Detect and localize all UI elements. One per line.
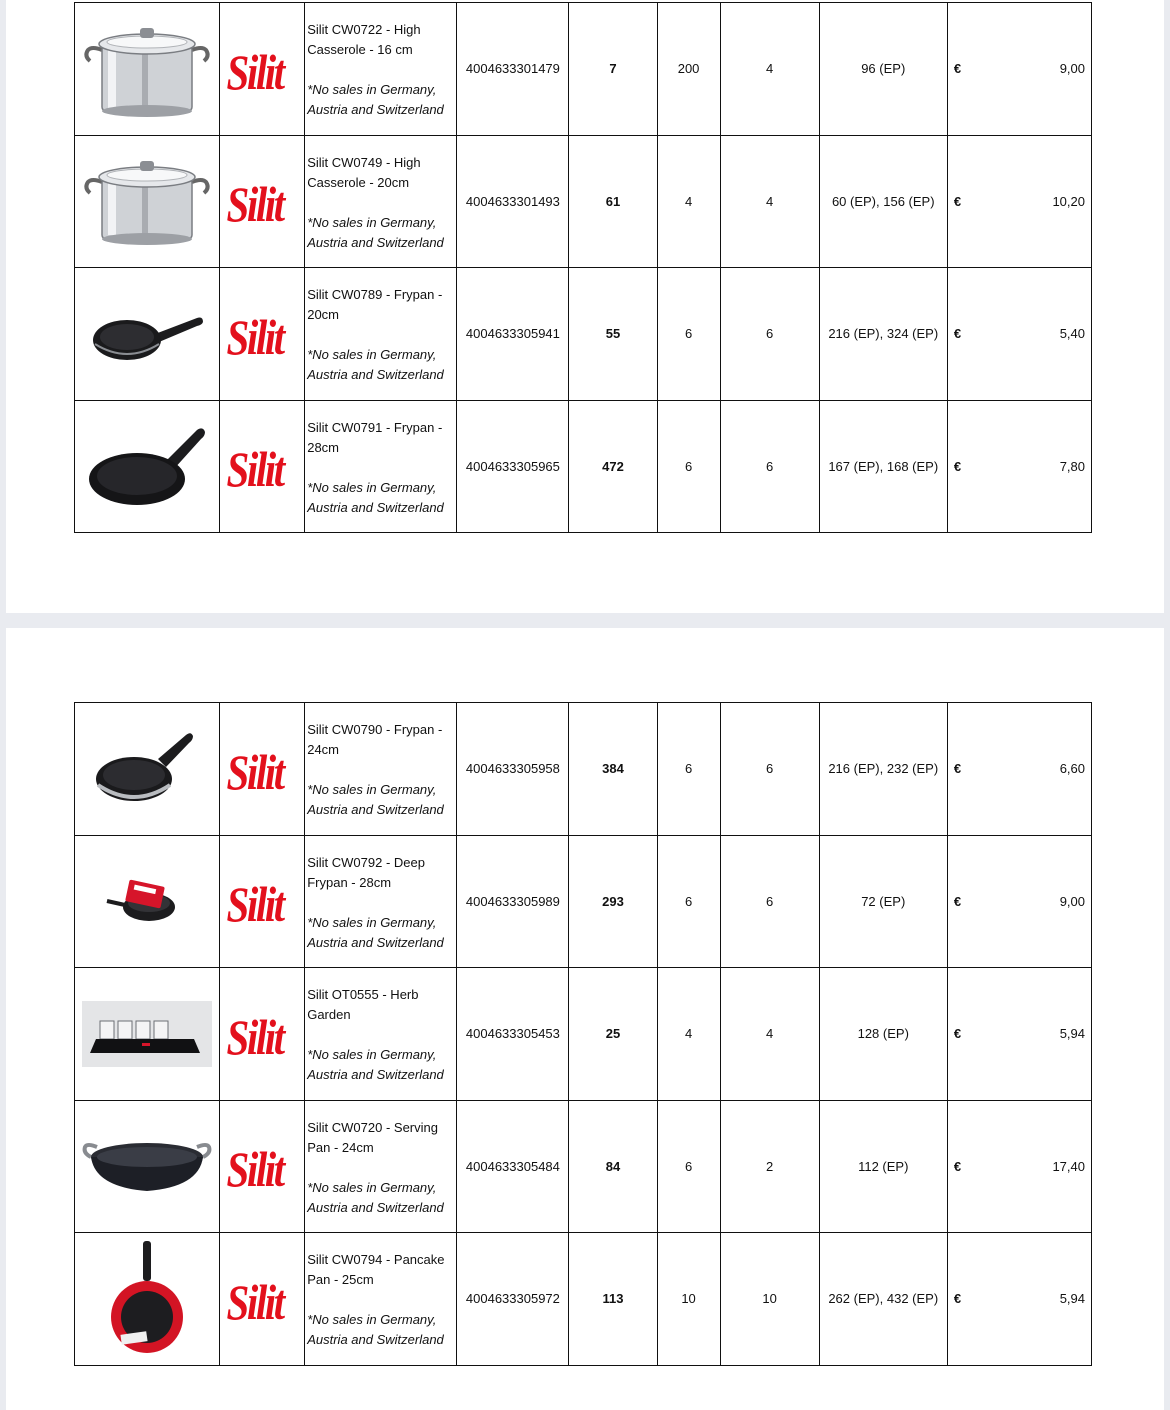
sales-restriction-note: *No sales in Germany, Austria and Switzerland (307, 1312, 444, 1348)
currency-symbol: € (947, 703, 971, 836)
brand-logo-cell (220, 835, 305, 968)
silit-logo: Silit (226, 876, 283, 933)
brand-logo-cell (220, 268, 305, 401)
product-image-cell (75, 1100, 220, 1233)
silit-logo: Silit (226, 176, 283, 233)
currency-symbol: € (947, 835, 971, 968)
pack-value-b: 6 (720, 835, 819, 968)
unit-price: 9,00 (971, 835, 1091, 968)
product-image-cell (75, 135, 220, 268)
pack-value-a: 6 (657, 1100, 720, 1233)
product-description (305, 1100, 457, 1233)
product-image-cell (75, 968, 220, 1101)
product-description (305, 1233, 457, 1366)
product-table (74, 2, 1092, 533)
product-description (305, 968, 457, 1101)
pack-value-b: 10 (720, 1233, 819, 1366)
pack-value-a: 6 (657, 703, 720, 836)
pack-value-b: 4 (720, 135, 819, 268)
quantity: 384 (569, 703, 657, 836)
ean-code: 4004633305989 (457, 835, 569, 968)
table-row (75, 703, 1092, 836)
table-row (75, 400, 1092, 533)
pack-value-a: 4 (657, 135, 720, 268)
currency-symbol: € (947, 268, 971, 401)
pack-value-b: 2 (720, 1100, 819, 1233)
pack-value-a: 10 (657, 1233, 720, 1366)
pallet-info: 216 (EP), 232 (EP) (819, 703, 947, 836)
table-row (75, 835, 1092, 968)
product-name: Silit CW0722 - High Casserole - 16 cm (307, 22, 421, 58)
pallet-info: 96 (EP) (819, 3, 947, 136)
pack-value-b: 4 (720, 3, 819, 136)
product-description (305, 268, 457, 401)
casserole-pot-icon (82, 151, 212, 251)
sales-restriction-note: *No sales in Germany, Austria and Switzerland (307, 1047, 444, 1083)
document-page-2 (6, 628, 1164, 1410)
brand-logo-cell (220, 1233, 305, 1366)
unit-price: 5,40 (971, 268, 1091, 401)
pancake-pan-icon (107, 1241, 187, 1356)
product-name: Silit CW0749 - High Casserole - 20cm (307, 154, 421, 190)
document-page-1 (6, 0, 1164, 613)
brand-logo-cell (220, 703, 305, 836)
pack-value-b: 6 (720, 268, 819, 401)
product-name: Silit CW0789 - Frypan - 20cm (307, 287, 443, 323)
casserole-pot-icon (82, 16, 212, 121)
product-image-cell (75, 835, 220, 968)
product-description (305, 400, 457, 533)
unit-price: 7,80 (971, 400, 1091, 533)
currency-symbol: € (947, 135, 971, 268)
silit-logo: Silit (226, 43, 283, 100)
product-name: Silit CW0720 - Serving Pan - 24cm (307, 1119, 438, 1155)
brand-logo-cell (220, 135, 305, 268)
quantity: 25 (569, 968, 657, 1101)
unit-price: 6,60 (971, 703, 1091, 836)
product-description (305, 703, 457, 836)
product-name: Silit CW0792 - Deep Frypan - 28cm (307, 854, 425, 890)
brand-logo-cell (220, 3, 305, 136)
product-name: Silit CW0794 - Pancake Pan - 25cm (307, 1252, 445, 1288)
quantity: 113 (569, 1233, 657, 1366)
currency-symbol: € (947, 1233, 971, 1366)
product-table (74, 702, 1092, 1366)
unit-price: 5,94 (971, 1233, 1091, 1366)
product-name: Silit CW0790 - Frypan - 24cm (307, 722, 443, 758)
pack-value-a: 6 (657, 268, 720, 401)
silit-logo: Silit (226, 1141, 283, 1198)
ean-code: 4004633301493 (457, 135, 569, 268)
pallet-info: 216 (EP), 324 (EP) (819, 268, 947, 401)
table-row (75, 268, 1092, 401)
brand-logo-cell (220, 1100, 305, 1233)
sales-restriction-note: *No sales in Germany, Austria and Switzerland (307, 479, 444, 515)
ean-code: 4004633305972 (457, 1233, 569, 1366)
sales-restriction-note: *No sales in Germany, Austria and Switzerland (307, 82, 444, 118)
quantity: 55 (569, 268, 657, 401)
product-image-cell (75, 1233, 220, 1366)
quantity: 472 (569, 400, 657, 533)
unit-price: 17,40 (971, 1100, 1091, 1233)
product-description (305, 835, 457, 968)
table-row (75, 968, 1092, 1101)
pack-value-a: 4 (657, 968, 720, 1101)
pack-value-a: 200 (657, 3, 720, 136)
ean-code: 4004633305958 (457, 703, 569, 836)
table-row (75, 3, 1092, 136)
sales-restriction-note: *No sales in Germany, Austria and Switzerland (307, 1179, 444, 1215)
herb-garden-icon (82, 1001, 212, 1067)
table-row (75, 1233, 1092, 1366)
ean-code: 4004633305965 (457, 400, 569, 533)
pack-value-b: 6 (720, 400, 819, 533)
product-image-cell (75, 3, 220, 136)
unit-price: 10,20 (971, 135, 1091, 268)
table-row (75, 1100, 1092, 1233)
ean-code: 4004633301479 (457, 3, 569, 136)
product-name: Silit CW0791 - Frypan - 28cm (307, 419, 443, 455)
currency-symbol: € (947, 968, 971, 1101)
sales-restriction-note: *No sales in Germany, Austria and Switzerland (307, 214, 444, 250)
pack-value-b: 4 (720, 968, 819, 1101)
pallet-info: 128 (EP) (819, 968, 947, 1101)
product-image-cell (75, 400, 220, 533)
sales-restriction-note: *No sales in Germany, Austria and Switzerland (307, 782, 444, 818)
currency-symbol: € (947, 400, 971, 533)
frypan-icon (85, 424, 210, 509)
currency-symbol: € (947, 3, 971, 136)
product-image-cell (75, 703, 220, 836)
pack-value-b: 6 (720, 703, 819, 836)
frypan-icon (87, 304, 207, 364)
unit-price: 5,94 (971, 968, 1091, 1101)
serving-pan-icon (81, 1135, 213, 1197)
product-description (305, 135, 457, 268)
silit-logo: Silit (226, 1273, 283, 1330)
ean-code: 4004633305484 (457, 1100, 569, 1233)
frypan-icon (92, 729, 202, 809)
brand-logo-cell (220, 968, 305, 1101)
pack-value-a: 6 (657, 400, 720, 533)
quantity: 293 (569, 835, 657, 968)
quantity: 61 (569, 135, 657, 268)
pallet-info: 72 (EP) (819, 835, 947, 968)
product-description (305, 3, 457, 136)
pallet-info: 60 (EP), 156 (EP) (819, 135, 947, 268)
pallet-info: 112 (EP) (819, 1100, 947, 1233)
ean-code: 4004633305941 (457, 268, 569, 401)
product-name: Silit OT0555 - Herb Garden (307, 987, 419, 1023)
silit-logo: Silit (226, 308, 283, 365)
pallet-info: 262 (EP), 432 (EP) (819, 1233, 947, 1366)
unit-price: 9,00 (971, 3, 1091, 136)
sales-restriction-note: *No sales in Germany, Austria and Switzerland (307, 347, 444, 383)
silit-logo: Silit (226, 743, 283, 800)
ean-code: 4004633305453 (457, 968, 569, 1101)
silit-logo: Silit (226, 441, 283, 498)
pack-value-a: 6 (657, 835, 720, 968)
quantity: 84 (569, 1100, 657, 1233)
deep-frypan-icon (105, 871, 190, 931)
pallet-info: 167 (EP), 168 (EP) (819, 400, 947, 533)
product-image-cell (75, 268, 220, 401)
brand-logo-cell (220, 400, 305, 533)
quantity: 7 (569, 3, 657, 136)
sales-restriction-note: *No sales in Germany, Austria and Switzerland (307, 914, 444, 950)
silit-logo: Silit (226, 1008, 283, 1065)
table-row (75, 135, 1092, 268)
currency-symbol: € (947, 1100, 971, 1233)
